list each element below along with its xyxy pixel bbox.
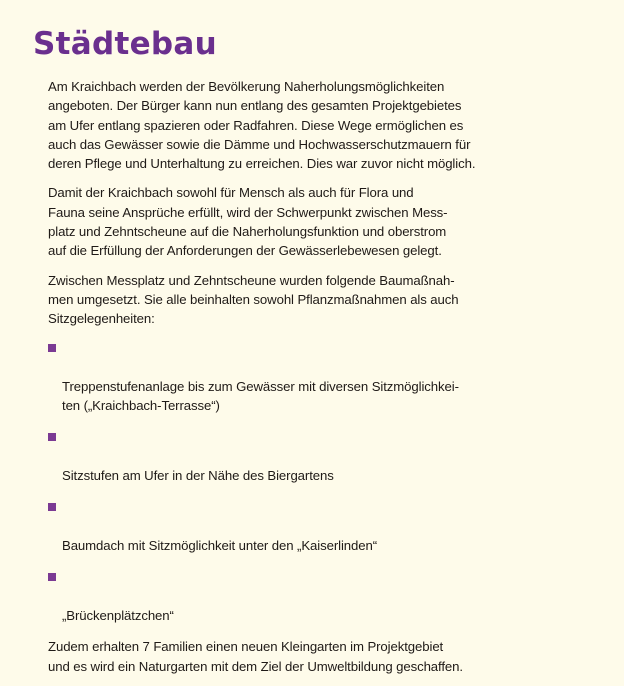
list-item-text: Baumdach mit Sitzmöglichkeit unter den „Kaiserlinden“: [62, 538, 378, 554]
list-item: [48, 498, 518, 556]
paragraph-naherholung: Am Kraichbach werden der Bevölkerung Naherholungsmöglichkeiten angeboten. Der Bürger kann nun entlang des gesamten Projektgebietes am Ufer entlang spazieren oder Radfahren. Diese Wege ermöglichen es auch das Gewässer sowie die Dämme und Hochwasserschutzmauern für deren Pflege und Unterhaltung zu erreichen. Dies war zuvor nicht möglich.: [48, 79, 476, 172]
list-item-text: Treppenstufenanlage bis zum Gewässer mit diversen Sitzmöglichkei- ten („Kraichbach-Terrasse“): [62, 379, 459, 414]
measures-list: [48, 339, 518, 626]
square-bullet-icon: [48, 503, 56, 511]
square-bullet-icon: [48, 573, 56, 581]
list-item-text: „Brückenplätzchen“: [62, 608, 174, 624]
list-item: [48, 428, 518, 486]
paragraph-baumassnahmen: Zwischen Messplatz und Zehntscheune wurden folgende Baumaßnah- men umgesetzt. Sie alle beinhalten sowohl Pflanzmaßnahmen als auch Sitzgelegenheiten:: [48, 272, 459, 327]
list-item-text: Sitzstufen am Ufer in der Nähe des Biergartens: [62, 468, 334, 484]
square-bullet-icon: [48, 344, 56, 352]
list-item: [48, 568, 518, 626]
paragraph-schwerpunkt: Damit der Kraichbach sowohl für Mensch als auch für Flora und Fauna seine Ansprüche erfüllt, wird der Schwerpunkt zwischen Mess- platz und Zehntscheune auf die Naherholungsfunktion und oberstrom auf die Erfüllung der Anforderungen der Gewässerlebewesen gelegt.: [48, 185, 448, 259]
list-item: [48, 339, 518, 416]
document-body: [48, 77, 518, 686]
paragraph-kleingarten: Zudem erhalten 7 Familien einen neuen Kleingarten im Projektgebiet und es wird ein Naturgarten mit dem Ziel der Umweltbildung geschaffen.: [48, 639, 463, 674]
page-title: Städtebau: [33, 26, 217, 62]
square-bullet-icon: [48, 433, 56, 441]
